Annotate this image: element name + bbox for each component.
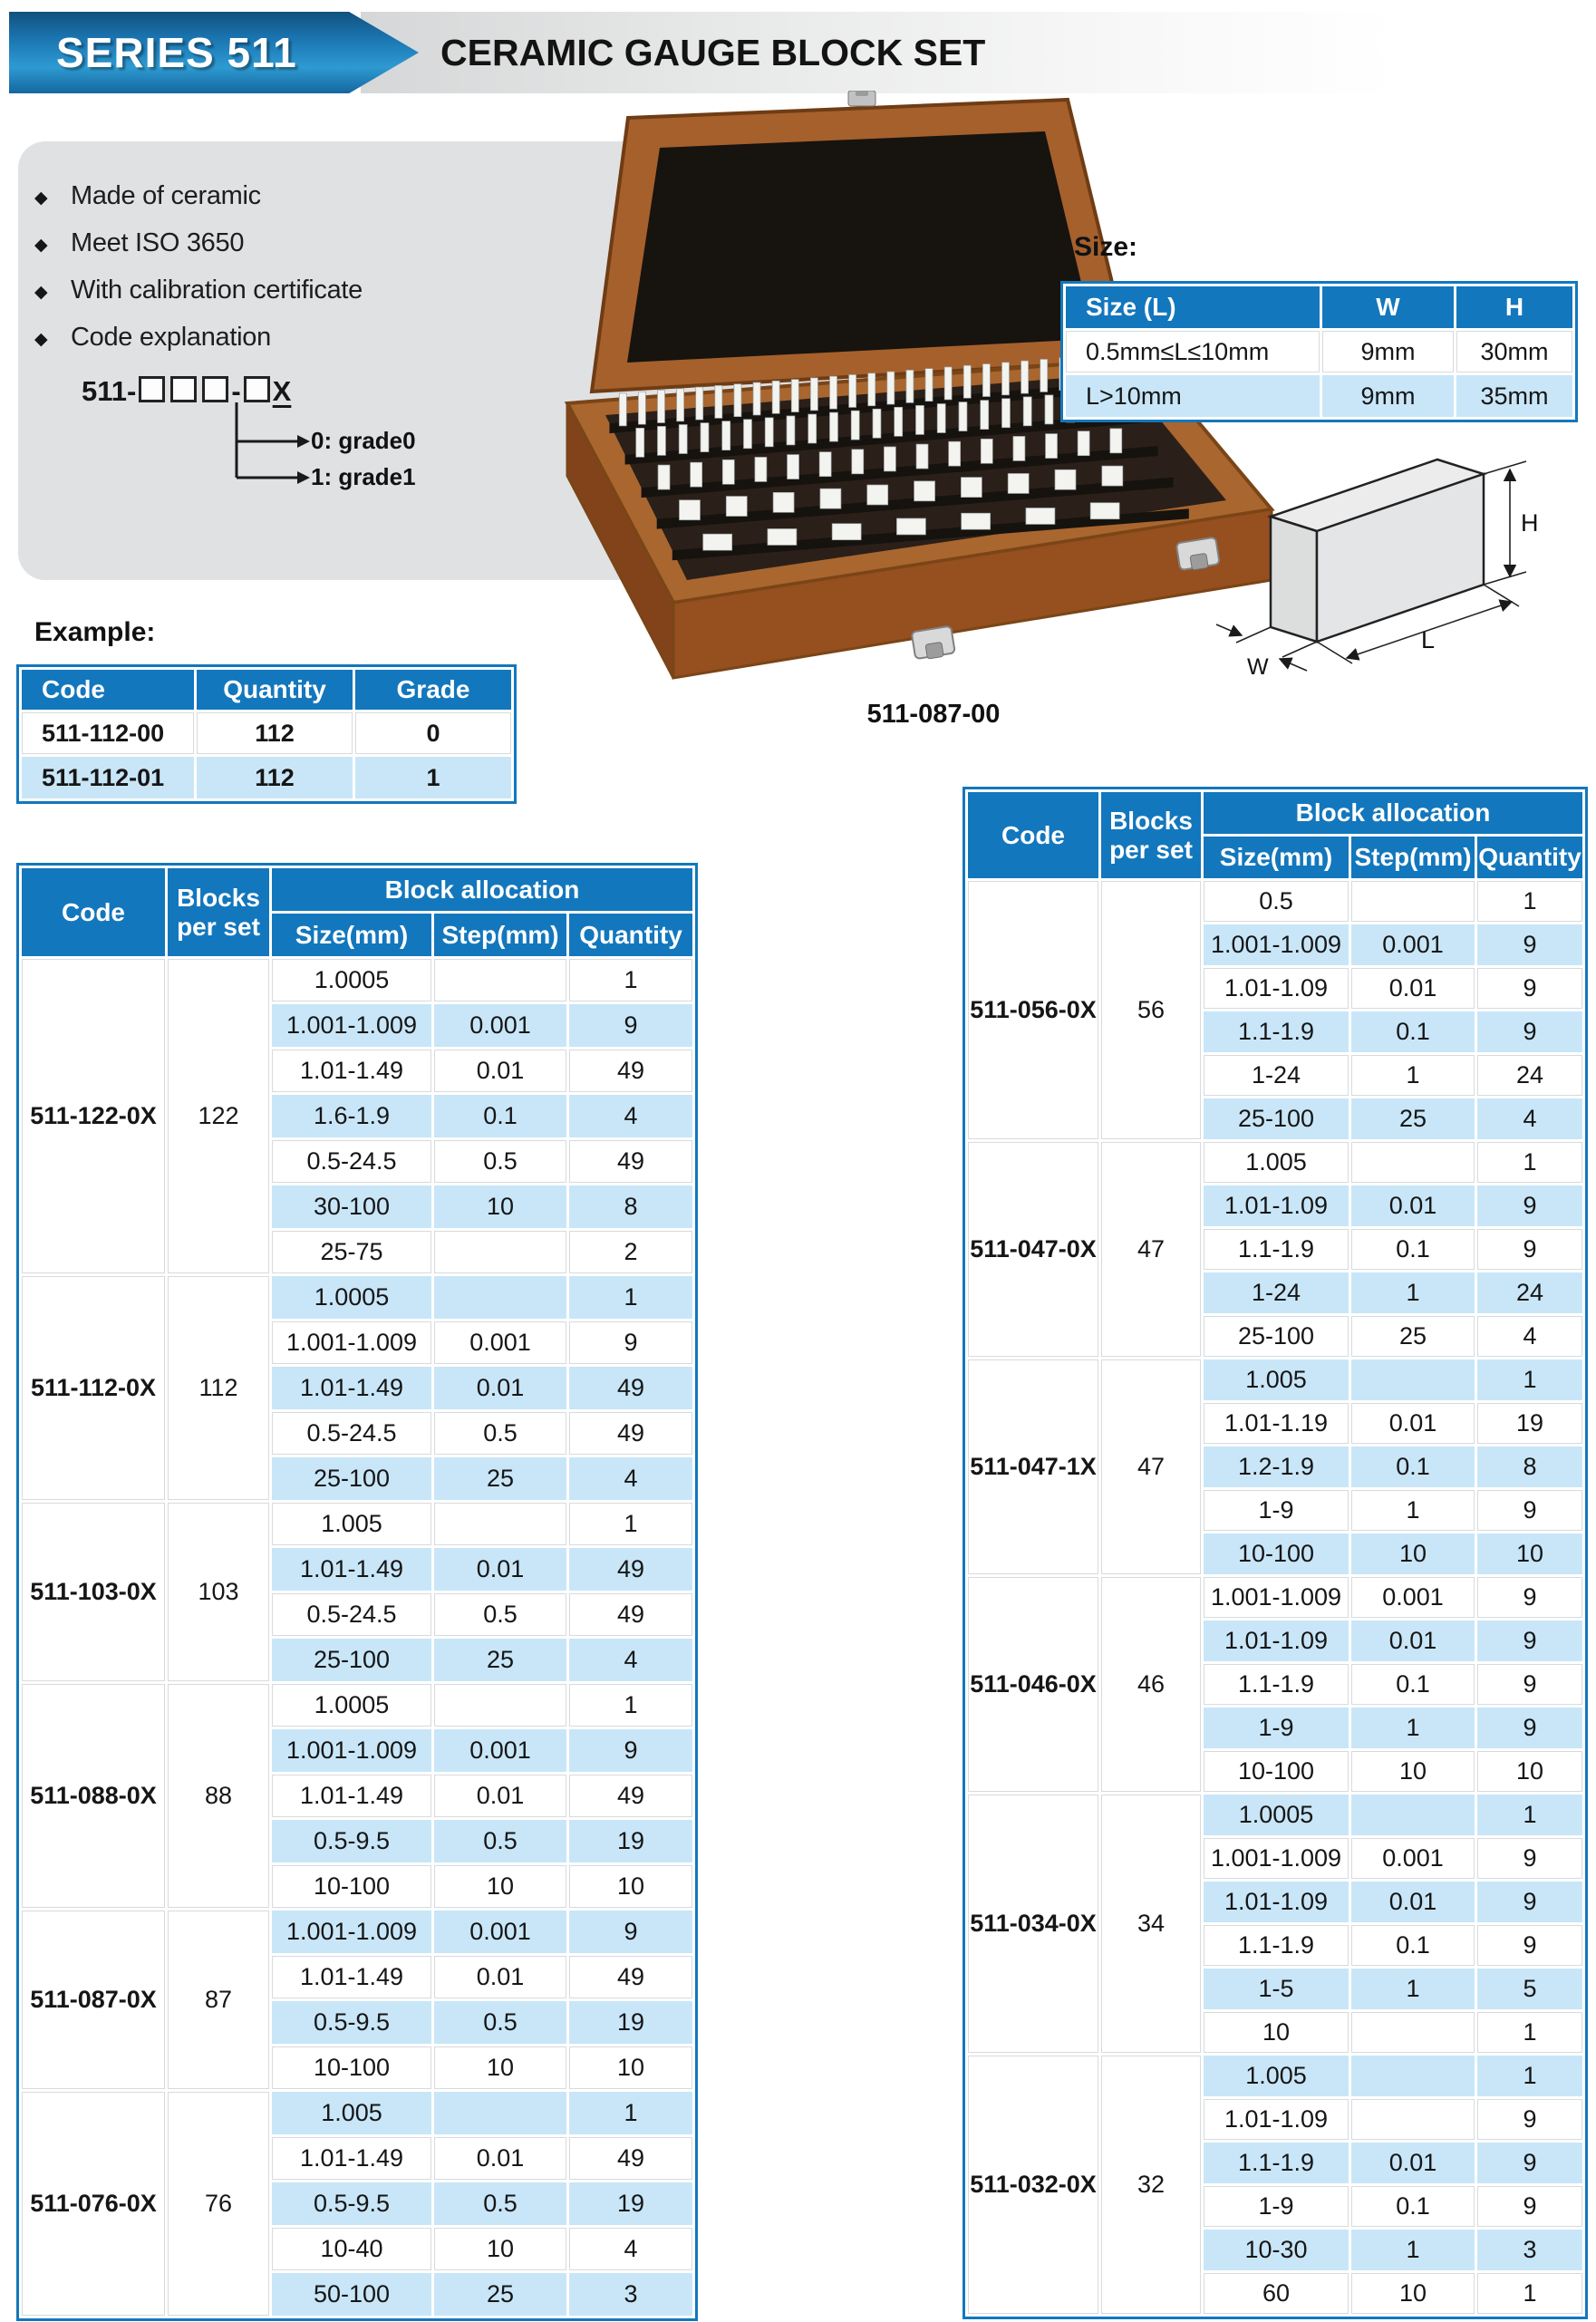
size-cell: 10-100 — [272, 2046, 431, 2089]
size-cell: 1.01-1.09 — [1204, 968, 1349, 1009]
code-col-header: Code — [22, 868, 165, 956]
size-cell: 0.5-9.5 — [272, 2182, 431, 2225]
feature-item: Made of ceramic — [71, 181, 261, 210]
size-cell: 1.005 — [1204, 1142, 1349, 1183]
step-cell: 10 — [1351, 2273, 1475, 2314]
quantity-cell: 49 — [569, 1775, 692, 1817]
size-cell: 1.1-1.9 — [1204, 2143, 1349, 2183]
size-col-header: Size (L) — [1066, 286, 1320, 328]
quantity-cell: 1 — [1477, 2273, 1582, 2314]
step-cell: 0.5 — [434, 1820, 566, 1862]
step-cell: 1 — [1351, 1055, 1475, 1096]
quantity-cell: 49 — [569, 1367, 692, 1409]
quantity-cell: 1 — [1477, 1142, 1582, 1183]
quantity-cell: 10 — [569, 1865, 692, 1908]
quantity-cell: 10 — [569, 2046, 692, 2089]
part-code-cell: 511-112-0X — [22, 1276, 165, 1500]
size-cell: 25-100 — [272, 1639, 431, 1681]
step-cell: 0.001 — [1351, 1577, 1475, 1618]
step-cell: 0.01 — [1351, 1882, 1475, 1922]
size-cell: 1.01-1.09 — [1204, 1621, 1349, 1661]
step-cell — [1351, 2056, 1475, 2096]
dim-h-label: H — [1521, 509, 1539, 537]
quantity-cell: 8 — [1477, 1446, 1582, 1487]
size-cell: 10-40 — [272, 2228, 431, 2270]
blocks-per-set-cell: 34 — [1101, 1795, 1201, 2053]
w-cell: 9mm — [1322, 375, 1454, 417]
size-cell: 1-9 — [1204, 2186, 1349, 2227]
dim-l-label: L — [1421, 626, 1436, 653]
w-col-header: W — [1322, 286, 1454, 328]
dimension-diagram — [1214, 424, 1595, 687]
size-cell: 25-100 — [1204, 1098, 1349, 1139]
blocks-per-set-cell: 47 — [1101, 1142, 1201, 1357]
feature-item: Meet ISO 3650 — [71, 228, 245, 257]
size-cell: 1-24 — [1204, 1272, 1349, 1313]
blocks-per-set-cell: 103 — [168, 1503, 269, 1681]
size-cell: 1.01-1.49 — [272, 2137, 431, 2180]
quantity-cell: 19 — [569, 2182, 692, 2225]
size-cell: 1.01-1.49 — [272, 1548, 431, 1591]
code-cell: 511-112-00 — [22, 712, 194, 754]
size-cell: 10-100 — [272, 1865, 431, 1908]
step-cell: 25 — [1351, 1316, 1475, 1357]
step-cell: 1 — [1351, 2230, 1475, 2270]
size-cell: 10 — [1204, 2012, 1349, 2053]
step-cell: 0.001 — [434, 1321, 566, 1364]
size-cell: 10-30 — [1204, 2230, 1349, 2270]
size-cell: 1.001-1.009 — [272, 1729, 431, 1772]
quantity-col-header: Quantity — [569, 914, 692, 956]
quantity-cell: 9 — [1477, 1708, 1582, 1748]
quantity-cell: 9 — [569, 1321, 692, 1364]
quantity-cell: 10 — [1477, 1751, 1582, 1792]
quantity-cell: 9 — [1477, 2186, 1582, 2227]
quantity-cell: 1 — [1477, 1359, 1582, 1400]
quantity-cell: 4 — [1477, 1316, 1582, 1357]
size-cell: 0.5-24.5 — [272, 1593, 431, 1636]
step-cell — [1351, 2099, 1475, 2140]
size-cell: 25-75 — [272, 1231, 431, 1273]
page-title: CERAMIC GAUGE BLOCK SET — [440, 32, 986, 73]
part-code-cell: 511-047-1X — [968, 1359, 1098, 1574]
size-cell: 1.01-1.09 — [1204, 1185, 1349, 1226]
part-code-cell: 511-103-0X — [22, 1503, 165, 1681]
size-col-header: Size(mm) — [272, 914, 431, 956]
size-col-header: Size(mm) — [1204, 837, 1349, 878]
step-cell: 10 — [1351, 1533, 1475, 1574]
part-code-cell: 511-056-0X — [968, 881, 1098, 1139]
grade-cell: 0 — [355, 712, 511, 754]
step-cell: 0.001 — [1351, 924, 1475, 965]
step-cell: 0.5 — [434, 1593, 566, 1636]
size-cell: 1.005 — [1204, 2056, 1349, 2096]
size-cell: 1.01-1.49 — [272, 1775, 431, 1817]
size-cell: 1-5 — [1204, 1969, 1349, 2009]
blocks-per-set-cell: 56 — [1101, 881, 1201, 1139]
step-cell: 10 — [434, 2228, 566, 2270]
h-col-header: H — [1456, 286, 1572, 328]
step-cell: 0.01 — [1351, 968, 1475, 1009]
size-cell: 1.0005 — [1204, 1795, 1349, 1835]
size-cell: 1.1-1.9 — [1204, 1011, 1349, 1052]
blocks-per-set-cell: 46 — [1101, 1577, 1201, 1792]
code-grade-placeholder: X — [272, 375, 292, 407]
quantity-cell: 9 — [1477, 1011, 1582, 1052]
blocks-per-set-cell: 122 — [168, 959, 269, 1273]
step-cell — [434, 2092, 566, 2134]
quantity-cell: 9 — [1477, 1229, 1582, 1270]
quantity-cell: 4 — [569, 1639, 692, 1681]
size-cell: 1.005 — [1204, 1359, 1349, 1400]
quantity-cell: 9 — [1477, 1577, 1582, 1618]
feature-item: Code explanation — [71, 323, 271, 352]
allocation-header: Block allocation — [272, 868, 692, 911]
step-cell: 0.1 — [1351, 1011, 1475, 1052]
quantity-cell: 1 — [569, 1276, 692, 1319]
allocation-header: Block allocation — [1204, 792, 1582, 834]
quantity-cell: 49 — [569, 1593, 692, 1636]
step-cell: 10 — [434, 2046, 566, 2089]
quantity-cell: 9 — [1477, 2099, 1582, 2140]
diamond-bullet-icon: ◆ — [34, 330, 48, 349]
step-cell: 0.1 — [434, 1095, 566, 1137]
step-cell: 1 — [1351, 1969, 1475, 2009]
step-cell: 0.01 — [1351, 2143, 1475, 2183]
quantity-cell: 8 — [569, 1185, 692, 1228]
size-cell: 1-9 — [1204, 1708, 1349, 1748]
diamond-bullet-icon: ◆ — [34, 236, 48, 255]
quantity-cell: 49 — [569, 1548, 692, 1591]
size-cell: 0.5 — [1204, 881, 1349, 922]
quantity-cell: 9 — [569, 1911, 692, 1953]
size-cell: 1-9 — [1204, 1490, 1349, 1531]
quantity-cell: 9 — [1477, 1664, 1582, 1705]
quantity-cell: 2 — [569, 1231, 692, 1273]
quantity-cell: 1 — [569, 1503, 692, 1545]
quantity-cell: 3 — [1477, 2230, 1582, 2270]
step-cell — [1351, 2012, 1475, 2053]
step-col-header: Step(mm) — [1351, 837, 1475, 878]
blocks-col-header: Blocks per set — [1101, 792, 1201, 878]
step-cell: 25 — [1351, 1098, 1475, 1139]
step-cell: 10 — [434, 1865, 566, 1908]
size-cell: 30-100 — [272, 1185, 431, 1228]
code-box — [139, 376, 165, 402]
blocks-per-set-cell: 47 — [1101, 1359, 1201, 1574]
quantity-cell: 9 — [1477, 924, 1582, 965]
code-prefix: 511- — [82, 375, 137, 407]
code-separator: - — [231, 375, 241, 407]
size-cell: 50-100 — [272, 2273, 431, 2316]
step-cell: 1 — [1351, 1708, 1475, 1748]
size-cell: 1.01-1.49 — [272, 1050, 431, 1092]
step-cell — [434, 1231, 566, 1273]
part-code-cell: 511-047-0X — [968, 1142, 1098, 1357]
quantity-cell: 19 — [569, 2001, 692, 2044]
size-cell: 25-100 — [272, 1457, 431, 1500]
size-heading: Size: — [1074, 232, 1138, 262]
grade0-label: 0: grade0 — [311, 427, 416, 454]
code-cell: 511-112-01 — [22, 757, 194, 798]
quantity-cell: 1 — [1477, 1795, 1582, 1835]
size-cell: 0.5-9.5 — [272, 1820, 431, 1862]
quantity-cell: 9 — [1477, 968, 1582, 1009]
quantity-cell: 49 — [569, 2137, 692, 2180]
quantity-cell: 19 — [1477, 1403, 1582, 1444]
quantity-col-header: Quantity — [1477, 837, 1582, 878]
size-cell: 1.01-1.19 — [1204, 1403, 1349, 1444]
quantity-cell: 49 — [569, 1140, 692, 1183]
size-cell: 1.6-1.9 — [272, 1095, 431, 1137]
code-box — [170, 376, 197, 402]
step-cell — [434, 959, 566, 1001]
step-cell: 0.1 — [1351, 1446, 1475, 1487]
feature-item: With calibration certificate — [71, 276, 363, 305]
quantity-cell: 10 — [1477, 1533, 1582, 1574]
quantity-cell: 112 — [197, 712, 353, 754]
step-cell: 25 — [434, 1639, 566, 1681]
quantity-cell: 9 — [1477, 1490, 1582, 1531]
quantity-cell: 9 — [1477, 1621, 1582, 1661]
step-cell: 0.01 — [1351, 1403, 1475, 1444]
size-cell: 1.1-1.9 — [1204, 1229, 1349, 1270]
w-cell: 9mm — [1322, 331, 1454, 372]
step-cell: 0.1 — [1351, 1229, 1475, 1270]
quantity-cell: 1 — [1477, 881, 1582, 922]
quantity-cell: 4 — [569, 1457, 692, 1500]
grade1-label: 1: grade1 — [311, 463, 416, 490]
step-cell: 0.5 — [434, 2001, 566, 2044]
step-cell: 0.01 — [434, 1548, 566, 1591]
code-col-header: Code — [22, 670, 194, 710]
quantity-cell: 1 — [1477, 2012, 1582, 2053]
part-code-cell: 511-034-0X — [968, 1795, 1098, 2053]
quantity-cell: 9 — [1477, 2143, 1582, 2183]
hinge-icon — [856, 91, 868, 96]
lid-felt — [627, 131, 1095, 363]
step-cell: 0.1 — [1351, 2186, 1475, 2227]
step-cell: 0.1 — [1351, 1925, 1475, 1966]
step-cell: 0.01 — [434, 1050, 566, 1092]
part-code-cell: 511-076-0X — [22, 2092, 165, 2316]
part-code-cell: 511-046-0X — [968, 1577, 1098, 1792]
size-cell: 10-100 — [1204, 1533, 1349, 1574]
step-cell — [1351, 881, 1475, 922]
quantity-cell: 49 — [569, 1412, 692, 1455]
h-cell: 35mm — [1456, 375, 1572, 417]
step-col-header: Step(mm) — [434, 914, 566, 956]
h-cell: 30mm — [1456, 331, 1572, 372]
size-cell: 1.01-1.09 — [1204, 2099, 1349, 2140]
step-cell — [1351, 1142, 1475, 1183]
size-cell: 1.005 — [272, 1503, 431, 1545]
part-code-cell: 511-032-0X — [968, 2056, 1098, 2314]
quantity-cell: 1 — [569, 1684, 692, 1727]
step-cell: 0.001 — [434, 1004, 566, 1047]
size-cell: 1.001-1.009 — [1204, 1577, 1349, 1618]
size-cell: 1.001-1.009 — [1204, 924, 1349, 965]
quantity-cell: 49 — [569, 1956, 692, 1998]
grade-cell: 1 — [355, 757, 511, 798]
size-cell: 1.005 — [272, 2092, 431, 2134]
part-code-cell: 511-088-0X — [22, 1684, 165, 1908]
quantity-cell: 4 — [569, 1095, 692, 1137]
right-allocation-table — [962, 787, 1588, 2319]
latch-icon — [912, 626, 955, 661]
product-code-caption: 511-087-00 — [866, 700, 1001, 729]
size-cell: 1.1-1.9 — [1204, 1664, 1349, 1705]
step-cell: 0.01 — [434, 1956, 566, 1998]
quantity-cell: 3 — [569, 2273, 692, 2316]
example-table — [16, 664, 517, 804]
size-cell: 1.01-1.49 — [272, 1367, 431, 1409]
quantity-cell: 5 — [1477, 1969, 1582, 2009]
part-code-cell: 511-122-0X — [22, 959, 165, 1273]
diamond-bullet-icon: ◆ — [34, 189, 48, 208]
grade-col-header: Grade — [355, 670, 511, 710]
size-range-cell: 0.5mm≤L≤10mm — [1066, 331, 1320, 372]
step-cell: 0.1 — [1351, 1664, 1475, 1705]
example-heading: Example: — [34, 617, 156, 647]
size-cell: 1.001-1.009 — [272, 1321, 431, 1364]
size-cell: 0.5-9.5 — [272, 2001, 431, 2044]
size-cell: 1.0005 — [272, 959, 431, 1001]
quantity-cell: 9 — [1477, 1838, 1582, 1879]
diamond-bullet-icon: ◆ — [34, 283, 48, 302]
quantity-cell: 4 — [1477, 1098, 1582, 1139]
dim-w-label: W — [1247, 654, 1269, 680]
quantity-col-header: Quantity — [197, 670, 353, 710]
quantity-cell: 4 — [569, 2228, 692, 2270]
step-cell — [434, 1503, 566, 1545]
step-cell: 0.5 — [434, 2182, 566, 2225]
quantity-cell: 1 — [569, 2092, 692, 2134]
code-box — [202, 376, 228, 402]
blocks-col-header: Blocks per set — [168, 868, 269, 956]
size-cell: 0.5-24.5 — [272, 1140, 431, 1183]
size-range-cell: L>10mm — [1066, 375, 1320, 417]
left-allocation-table — [16, 863, 698, 2321]
step-cell: 0.01 — [434, 1775, 566, 1817]
quantity-cell: 24 — [1477, 1055, 1582, 1096]
quantity-cell: 9 — [569, 1004, 692, 1047]
size-cell: 1.001-1.009 — [1204, 1838, 1349, 1879]
blocks-per-set-cell: 76 — [168, 2092, 269, 2316]
step-cell: 25 — [434, 2273, 566, 2316]
part-code-cell: 511-087-0X — [22, 1911, 165, 2089]
blocks-per-set-cell: 87 — [168, 1911, 269, 2089]
blocks-per-set-cell: 32 — [1101, 2056, 1201, 2314]
step-cell: 1 — [1351, 1490, 1475, 1531]
quantity-cell: 1 — [569, 959, 692, 1001]
size-cell: 1.001-1.009 — [272, 1004, 431, 1047]
size-cell: 1.0005 — [272, 1684, 431, 1727]
blocks-per-set-cell: 88 — [168, 1684, 269, 1908]
step-cell: 0.5 — [434, 1140, 566, 1183]
step-cell: 10 — [434, 1185, 566, 1228]
step-cell: 0.001 — [1351, 1838, 1475, 1879]
size-cell: 1.1-1.9 — [1204, 1925, 1349, 1966]
quantity-cell: 9 — [1477, 1925, 1582, 1966]
size-cell: 25-100 — [1204, 1316, 1349, 1357]
quantity-cell: 1 — [1477, 2056, 1582, 2096]
step-cell: 0.01 — [1351, 1621, 1475, 1661]
size-table — [1060, 281, 1578, 422]
step-cell: 0.01 — [434, 1367, 566, 1409]
step-cell — [1351, 1359, 1475, 1400]
size-cell: 1.01-1.09 — [1204, 1882, 1349, 1922]
size-cell: 1.0005 — [272, 1276, 431, 1319]
quantity-cell: 19 — [569, 1820, 692, 1862]
step-cell: 0.01 — [1351, 1185, 1475, 1226]
size-cell: 0.5-24.5 — [272, 1412, 431, 1455]
size-cell: 1.01-1.49 — [272, 1956, 431, 1998]
quantity-cell: 112 — [197, 757, 353, 798]
step-cell: 25 — [434, 1457, 566, 1500]
step-cell: 0.5 — [434, 1412, 566, 1455]
step-cell — [1351, 1795, 1475, 1835]
step-cell — [434, 1684, 566, 1727]
size-cell: 1.2-1.9 — [1204, 1446, 1349, 1487]
quantity-cell: 9 — [1477, 1882, 1582, 1922]
size-cell: 1-24 — [1204, 1055, 1349, 1096]
step-cell: 1 — [1351, 1272, 1475, 1313]
quantity-cell: 9 — [1477, 1185, 1582, 1226]
grade-branch-lines — [228, 399, 319, 485]
step-cell: 0.01 — [434, 2137, 566, 2180]
step-cell: 0.001 — [434, 1911, 566, 1953]
code-col-header: Code — [968, 792, 1098, 878]
series-label: SERIES 511 — [56, 29, 297, 76]
blocks-per-set-cell: 112 — [168, 1276, 269, 1500]
size-cell: 1.001-1.009 — [272, 1911, 431, 1953]
size-cell: 10-100 — [1204, 1751, 1349, 1792]
quantity-cell: 9 — [569, 1729, 692, 1772]
step-cell: 10 — [1351, 1751, 1475, 1792]
step-cell: 0.001 — [434, 1729, 566, 1772]
size-cell: 60 — [1204, 2273, 1349, 2314]
quantity-cell: 49 — [569, 1050, 692, 1092]
step-cell — [434, 1276, 566, 1319]
quantity-cell: 24 — [1477, 1272, 1582, 1313]
